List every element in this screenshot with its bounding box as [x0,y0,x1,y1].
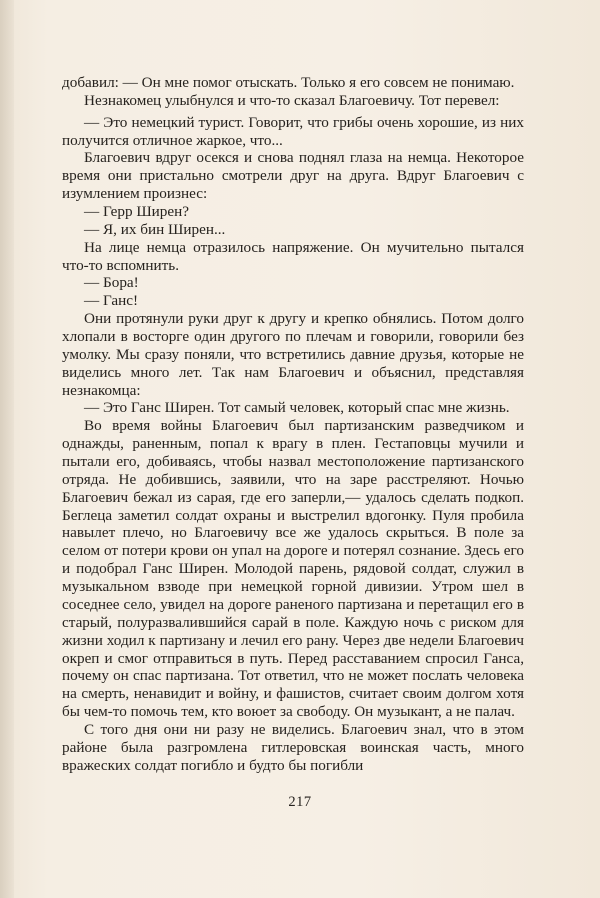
page-gutter [0,0,14,898]
paragraph: Во время войны Благоевич был партизанским разведчиком и однажды, раненным, попал к врагу в плен. Гестаповцы мучили и пытали его, добиваясь, чтобы назвал местоположение партизанского отряда. Не добившись, заявили, что на заре расстреляют. Ночью Благоевич бежал из сарая, где его заперли,— удалось сделать подкоп. Беглеца заметил солдат охраны и выстрелил вдогонку. Пуля пробила навылет плечо, но Благоевичу все же удалось скрыться. В поле за селом от потери крови он упал на дороге и потерял сознание. Здесь его и подобрал Ганс Ширен. Молодой парень, рядовой солдат, служил в музыкальном взводе при немецкой горной дивизии. Утром шел в соседнее село, увидел на дороге раненого партизана и перетащил его в старый, полуразвалившийся сарай в поле. Каждую ночь с риском для жизни ходил к партизану и лечил его рану. Через две недели Благоевич окреп и смог отправиться в путь. Перед расставанием спросил Ганса, почему он спас партизана. Тот ответил, что не может послать человека на смерть, ненавидит и войну, и фашистов, считает своим долгом хотя бы чем-то помочь тем, кто воюет за свободу. Он музыкант, а не палач. [62,417,524,721]
body-text [62,74,524,775]
paragraph: На лице немца отразилось напряжение. Он мучительно пытался что-то вспомнить. [62,238,524,274]
paragraph: — Ганс! [84,292,139,310]
paragraph: — Бора! [84,274,139,292]
paragraph: добавил: — Он мне помог отыскать. Только я его совсем не понимаю. [62,74,515,91]
page-number: 217 [288,794,312,810]
paragraph: — Герр Ширен? [84,203,190,221]
paragraph: — Это немецкий турист. Говорит, что грибы очень хорошие, из них получится отличное жаркое, что... [62,113,524,149]
paragraph: Они протянули руки друг к другу и крепко обнялись. Потом долго хлопали в восторге один другого по плечам и говорили, говорили без умолку. Мы сразу поняли, что встретились давние друзья, которые не виделись много лет. Так нам Благоевич и объяснил, представляя незнакомца: [62,310,524,399]
paragraph: — Это Ганс Ширен. Тот самый человек, который спас мне жизнь. [84,399,510,417]
paragraph: С того дня они ни разу не виделись. Благоевич знал, что в этом районе была разгромлена гитлеровская воинская часть, много вражеских солдат погибло и будто бы погибли [62,720,524,774]
paragraph: — Я, их бин Ширен... [84,220,226,238]
paragraph: Незнакомец улыбнулся и что-то сказал Благоевичу. Тот перевел: [84,91,500,109]
paragraph: Благоевич вдруг осекся и снова поднял глаза на немца. Некоторое время они пристально смотрели друг на друга. Вдруг Благоевич с изумлением произнес: [62,149,524,203]
